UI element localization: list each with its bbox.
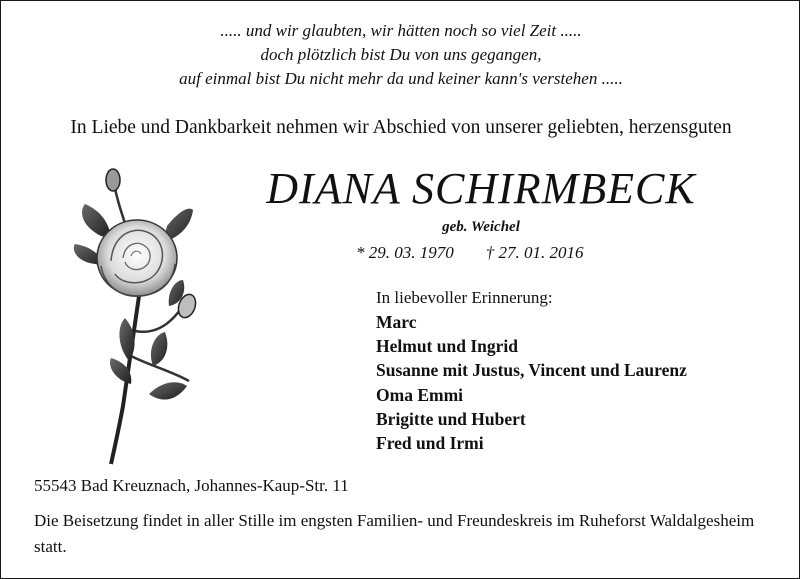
deceased-name: DIANA SCHIRMBECK: [266, 164, 696, 213]
list-item: Marc: [376, 312, 417, 332]
birth-date: * 29. 03. 1970: [356, 243, 454, 262]
list-item: Susanne mit Justus, Vincent und Laurenz: [376, 360, 687, 381]
poem-line-3: auf einmal bist Du nicht mehr da und keiner kann's verstehen .....: [179, 69, 623, 88]
poem-line-2: doch plötzlich bist Du von uns gegangen,: [260, 45, 542, 64]
address: 55543 Bad Kreuznach, Johannes-Kaup-Str. 11: [34, 476, 349, 495]
funeral-note: Die Beisetzung findet in aller Stille im engsten Familien- und Freundeskreis im Ruheforst Waldalgesheim statt.: [34, 511, 755, 556]
list-item: Oma Emmi: [376, 384, 464, 405]
maiden-name: geb. Weichel: [442, 219, 520, 235]
list-item: Fred und Irmi: [376, 433, 484, 454]
list-item: Helmut und Ingrid: [376, 336, 518, 357]
list-item: Brigitte und Hubert: [376, 408, 526, 429]
rose-illustration-icon: [71, 166, 221, 466]
life-dates: [356, 243, 584, 263]
poem-line-1: ..... und wir glaubten, wir hätten noch so viel Zeit .....: [220, 21, 582, 40]
death-date: † 27. 01. 2016: [485, 243, 584, 262]
intro-text: In Liebe und Dankbarkeit nehmen wir Abschied von unserer geliebten, herzensguten: [70, 117, 732, 138]
poem: [1, 19, 800, 91]
mourners-list: [376, 310, 687, 455]
mourners-heading: In liebevoller Erinnerung:: [376, 288, 553, 307]
